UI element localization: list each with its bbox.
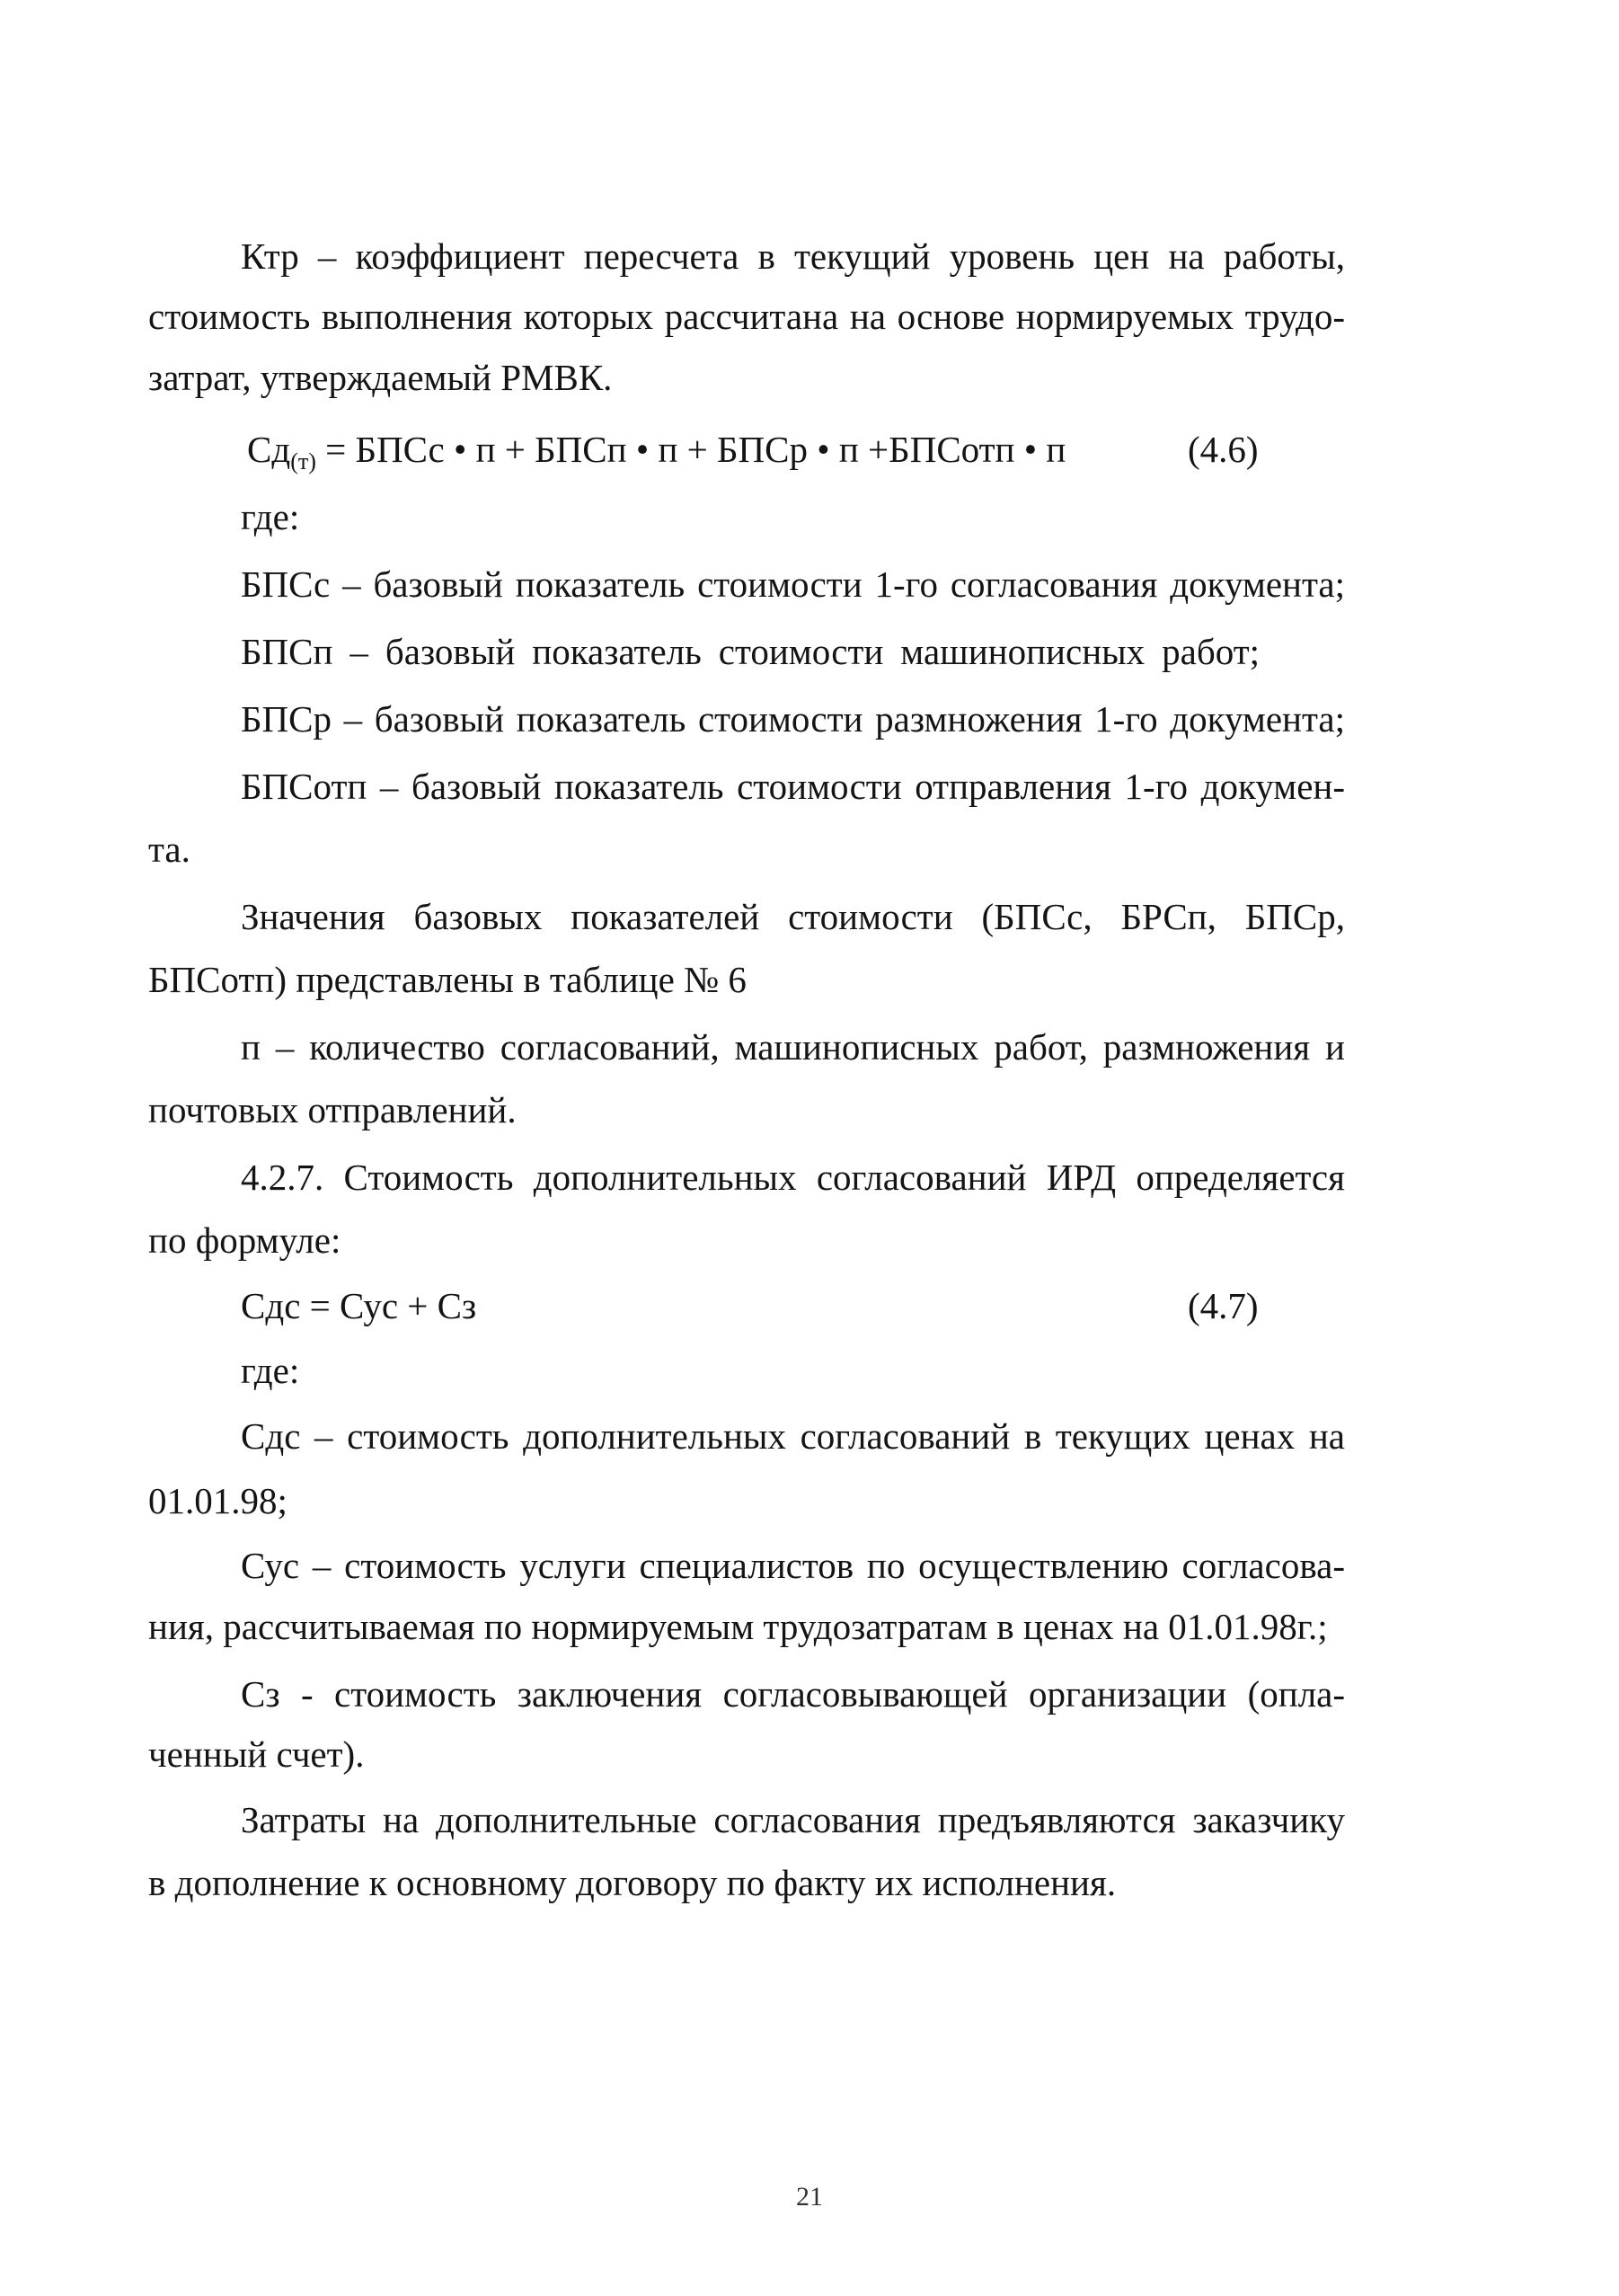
word: согласовывающей (722, 1673, 1008, 1715)
word: Значения (241, 896, 385, 937)
word: – (349, 631, 368, 672)
def-bpsotp-tail (0, 822, 1619, 876)
word: БПСс (241, 563, 331, 605)
word: показатель (553, 766, 724, 807)
word: дополнительных (523, 1415, 786, 1457)
sds-line-2 (0, 1474, 1619, 1528)
s427-line-1 (0, 1150, 1619, 1204)
word: организации (1029, 1673, 1227, 1715)
sus-line-1 (0, 1538, 1619, 1592)
word: – (317, 235, 337, 277)
def-bpss (0, 557, 1619, 611)
sds-line-2-text: 01.01.98; (148, 1480, 288, 1521)
def-bpsotp (0, 759, 1619, 813)
word: машинописных (734, 1026, 979, 1068)
ktr-line-3 (0, 350, 1619, 404)
formula-4-6-number: (4.6) (1188, 429, 1259, 470)
word: Затраты (241, 1799, 367, 1840)
n-def-line-1 (0, 1020, 1619, 1074)
def-bpsotp-tail-text: та. (148, 829, 190, 870)
ktr-line-1 (0, 229, 1619, 283)
formula-4-6-expression (247, 422, 1066, 489)
word: стоимость (347, 1415, 509, 1457)
sus-line-2 (0, 1600, 1619, 1653)
word: ИРД (1046, 1157, 1117, 1198)
page-number: 21 (796, 2182, 823, 2212)
costs-line-1 (0, 1793, 1619, 1847)
word: базовый (374, 698, 505, 740)
costs-line-2 (0, 1856, 1619, 1910)
word: заключения (517, 1673, 703, 1715)
word: – (314, 1415, 333, 1457)
word: стоимости (718, 631, 884, 672)
formula-4-6-lhs: Сд (247, 429, 291, 470)
word: БПСотп (241, 766, 367, 807)
word: размножения (875, 698, 1083, 740)
word: на (383, 1799, 420, 1840)
word: базовый (411, 766, 542, 807)
word: текущий (794, 235, 931, 277)
word: и (1325, 1026, 1345, 1068)
word: Ктр (241, 235, 299, 277)
word: базовых (413, 896, 543, 937)
word: количество (309, 1026, 485, 1068)
word: БПСр, (1244, 896, 1345, 937)
word: Стоимость (343, 1157, 514, 1198)
formula-4-6 (0, 422, 1619, 476)
word: нормируемых (1015, 296, 1234, 337)
word: на (1308, 1415, 1345, 1457)
word: БПСр (241, 698, 332, 740)
word: услуги (519, 1545, 626, 1586)
word: стоимость (148, 296, 311, 337)
word: в (757, 235, 775, 277)
n-def-line-2-text: почтовых отправлений. (148, 1089, 517, 1130)
word: основе (897, 296, 1005, 337)
word: текущих (1055, 1415, 1190, 1457)
word: (БПСс, (981, 896, 1093, 937)
word: - (300, 1673, 314, 1715)
where-2 (0, 1343, 1619, 1397)
word: работы, (1223, 235, 1345, 277)
word: стоимости (697, 698, 863, 740)
word: БПСп (241, 631, 333, 672)
def-bpsr (0, 692, 1619, 746)
word: Сус (241, 1545, 300, 1586)
word: по (866, 1545, 906, 1586)
def-bpsp (0, 625, 1619, 678)
word: осуществлению (918, 1545, 1169, 1586)
word: – (379, 766, 399, 807)
word: размножения (1102, 1026, 1311, 1068)
formula-4-7-expression: Сдс = Сус + Сз (241, 1285, 477, 1326)
word: рассчитана (664, 296, 839, 337)
word: цен (1093, 235, 1150, 277)
word: БРСп, (1120, 896, 1216, 937)
word: 1-го (874, 563, 938, 605)
n-def-line-2 (0, 1083, 1619, 1137)
word: определяется (1136, 1157, 1345, 1198)
costs-line-2-text: в дополнение к основному договору по факту их исполнения. (148, 1862, 1117, 1903)
s427-line-2-text: по формуле: (148, 1219, 341, 1261)
s427-line-2 (0, 1213, 1619, 1267)
sds-line-1 (0, 1409, 1619, 1463)
formula-4-7-number: (4.7) (1188, 1285, 1259, 1326)
word: стоимости (697, 563, 863, 605)
word: заказчику (1192, 1799, 1345, 1840)
formula-4-6-rhs: = БПСс • п + БПСп • п + БПСр • п +БПСотп • п (325, 429, 1066, 470)
word: работ; (1162, 631, 1260, 672)
word: показатель (516, 698, 686, 740)
word: выполнения (321, 296, 513, 337)
word: – (343, 698, 363, 740)
word: стоимость (334, 1673, 497, 1715)
word: согласований, (500, 1026, 720, 1068)
word: которых (523, 296, 653, 337)
word: показатель (532, 631, 702, 672)
sz-line-1 (0, 1667, 1619, 1721)
word: уровень (949, 235, 1075, 277)
word: показателей (571, 896, 760, 937)
word: документа; (1170, 698, 1345, 740)
word: документа; (1170, 563, 1345, 605)
word: – (342, 563, 361, 605)
word: 4.2.7. (241, 1157, 324, 1198)
word: на (1168, 235, 1205, 277)
word: Сз (241, 1673, 280, 1715)
word: согласования (713, 1799, 921, 1840)
word: на (849, 296, 886, 337)
word: Сдс (241, 1415, 301, 1457)
word: коэффициент (355, 235, 565, 277)
word: согласований (800, 1415, 1011, 1457)
word: показатель (515, 563, 686, 605)
word: базовый (373, 563, 503, 605)
values-line-2-text: БПСотп) представлены в таблице № 6 (148, 959, 747, 1000)
word: докумен- (1200, 766, 1345, 807)
sz-line-2 (0, 1727, 1619, 1781)
word: п (241, 1026, 261, 1068)
word: (опла- (1247, 1673, 1345, 1715)
values-line-1 (0, 890, 1619, 944)
word: работ, (994, 1026, 1088, 1068)
word: дополнительные (436, 1799, 697, 1840)
values-line-2 (0, 953, 1619, 1006)
word: машинописных (900, 631, 1146, 672)
word: 1-го (1124, 766, 1188, 807)
word: трудо- (1244, 296, 1345, 337)
ktr-line-3-text: затрат, утверждаемый РМВК. (148, 357, 613, 398)
where-2-text: где: (241, 1350, 300, 1391)
word: 1-го (1094, 698, 1158, 740)
word: согласова- (1181, 1545, 1345, 1586)
word: – (312, 1545, 332, 1586)
word: согласования (950, 563, 1158, 605)
word: стоимости (737, 766, 902, 807)
formula-4-6-subscript: (т) (290, 448, 316, 474)
word: специалистов (639, 1545, 854, 1586)
sz-line-2-text: ченный счет). (148, 1733, 365, 1775)
word: – (275, 1026, 295, 1068)
sus-line-2-text: ния, рассчитываемая по нормируемым трудозатратам в ценах на 01.01.98г.; (148, 1606, 1328, 1647)
word: пересчета (583, 235, 739, 277)
word: стоимости (788, 896, 953, 937)
word: ценах (1204, 1415, 1296, 1457)
where-1-text: где: (241, 496, 300, 537)
word: базовый (385, 631, 516, 672)
word: предъявляются (937, 1799, 1176, 1840)
word: стоимость (344, 1545, 507, 1586)
ktr-line-2 (0, 289, 1619, 343)
word: в (1023, 1415, 1042, 1457)
word: отправления (915, 766, 1111, 807)
word: дополнительных (533, 1157, 797, 1198)
formula-4-7 (0, 1279, 1619, 1333)
word: согласований (816, 1157, 1027, 1198)
where-1 (0, 490, 1619, 544)
